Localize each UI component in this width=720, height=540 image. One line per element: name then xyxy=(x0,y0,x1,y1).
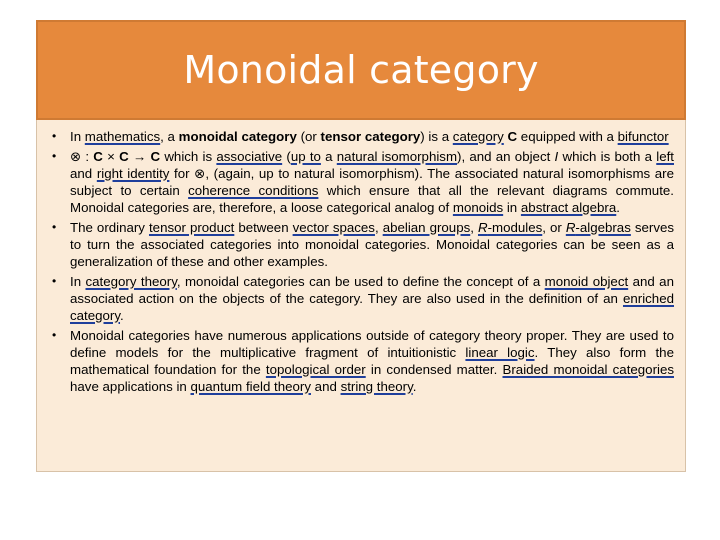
link-text: -algebras xyxy=(575,220,631,235)
link-right-identity[interactable]: right identity xyxy=(96,166,170,181)
link-bifunctor[interactable]: bifunctor xyxy=(617,129,669,144)
link-natural-isomorphism[interactable]: natural isomorphism xyxy=(336,149,458,164)
link-category-theory[interactable]: category theory xyxy=(85,274,177,289)
slide-body xyxy=(48,128,674,468)
text: , a xyxy=(160,129,179,144)
text: → xyxy=(128,149,151,164)
text: , or xyxy=(542,220,566,235)
link-mathematics[interactable]: mathematics xyxy=(84,129,161,144)
term-monoidal-category: monoidal category xyxy=(178,129,297,144)
symbol-i: I xyxy=(554,149,559,164)
symbol-c: C xyxy=(507,129,518,144)
text: The ordinary xyxy=(70,220,149,235)
slide-title: Monoidal category xyxy=(183,48,539,92)
text: In xyxy=(70,274,86,289)
link-abelian-groups[interactable]: abelian groups xyxy=(382,220,471,235)
text: which ensure that all the relevant diagrams commute. Monoidal categories are, therefore, a loose categorical analog of xyxy=(70,183,674,215)
text: , xyxy=(374,220,383,235)
text: . They also form the mathematical foundation for the xyxy=(70,345,674,377)
text: ⊗ : xyxy=(70,149,94,164)
text: ) is a xyxy=(420,129,453,144)
text: serves to turn the associated categories into monoidal categories. Monoidal categories can be seen as a generalization of these and other examples. xyxy=(70,220,674,269)
bullet-icon: • xyxy=(52,149,57,163)
text: In xyxy=(70,129,85,144)
text: for ⊗, (again, up to natural isomorphism). The associated natural isomorphisms are subject to certain xyxy=(70,166,674,198)
text: . xyxy=(120,308,124,323)
text: Monoidal categories have numerous applications outside of category theory proper. They are used to define models for the multiplicative fragment of intuitionistic xyxy=(70,328,674,360)
symbol-r: R xyxy=(565,220,576,235)
text: , monoidal categories can be used to define the concept of a xyxy=(176,274,545,289)
text: which is both a xyxy=(558,149,657,164)
link-associative[interactable]: associative xyxy=(216,149,283,164)
term-tensor-category: tensor category xyxy=(320,129,421,144)
bullet-icon: • xyxy=(52,220,57,234)
bullet-item-tensor xyxy=(48,148,674,216)
bullet-icon: • xyxy=(52,129,57,143)
link-quantum-field-theory[interactable]: quantum field theory xyxy=(190,379,311,394)
link-topological-order[interactable]: topological order xyxy=(265,362,366,377)
text: and xyxy=(70,166,97,181)
link-category[interactable]: category xyxy=(452,129,504,144)
bullet-icon: • xyxy=(52,274,57,288)
bullet-item-examples xyxy=(48,219,674,270)
text: . xyxy=(616,200,620,215)
bullet-item-applications xyxy=(48,327,674,395)
link-monoid-object[interactable]: monoid object xyxy=(544,274,629,289)
link-tensor-product[interactable]: tensor product xyxy=(148,220,235,235)
link-up-to[interactable]: up to xyxy=(290,149,321,164)
text: a xyxy=(320,149,337,164)
text: in condensed matter. xyxy=(365,362,503,377)
link-text: -modules xyxy=(487,220,543,235)
link-linear-logic[interactable]: linear logic xyxy=(465,345,535,360)
link-enriched-category[interactable]: enriched category xyxy=(70,291,674,323)
text: and xyxy=(310,379,341,394)
link-vector-spaces[interactable]: vector spaces xyxy=(292,220,375,235)
symbol-c: C xyxy=(93,149,103,164)
text: which is xyxy=(160,149,217,164)
text: in xyxy=(503,200,521,215)
link-string-theory[interactable]: string theory xyxy=(340,379,413,394)
text: ), and an object xyxy=(457,149,555,164)
text: ( xyxy=(282,149,291,164)
bullet-item-definition xyxy=(48,128,674,145)
link-abstract-algebra[interactable]: abstract algebra xyxy=(520,200,617,215)
bullet-icon: • xyxy=(52,328,57,342)
text: , xyxy=(470,220,478,235)
bullet-item-category-theory xyxy=(48,273,674,324)
text: . xyxy=(412,379,417,394)
link-braided-monoidal-categories[interactable]: Braided monoidal categories xyxy=(502,362,674,377)
link-r-algebras[interactable] xyxy=(566,220,631,235)
link-left[interactable]: left xyxy=(656,149,674,164)
text: between xyxy=(234,220,293,235)
text: have applications in xyxy=(70,379,191,394)
link-monoids[interactable]: monoids xyxy=(452,200,504,215)
symbol-c: C xyxy=(119,149,129,164)
title-bar xyxy=(36,20,686,120)
text: × xyxy=(102,149,120,164)
text: (or xyxy=(296,129,321,144)
bullet-list xyxy=(48,128,674,395)
link-r-modules[interactable] xyxy=(478,220,542,235)
symbol-c: C xyxy=(150,149,161,164)
link-coherence-conditions[interactable]: coherence conditions xyxy=(188,183,319,198)
text: equipped with a xyxy=(517,129,618,144)
symbol-r: R xyxy=(477,220,488,235)
text: and an associated action on the objects of the category. They are also used in the definition of an xyxy=(70,274,674,306)
